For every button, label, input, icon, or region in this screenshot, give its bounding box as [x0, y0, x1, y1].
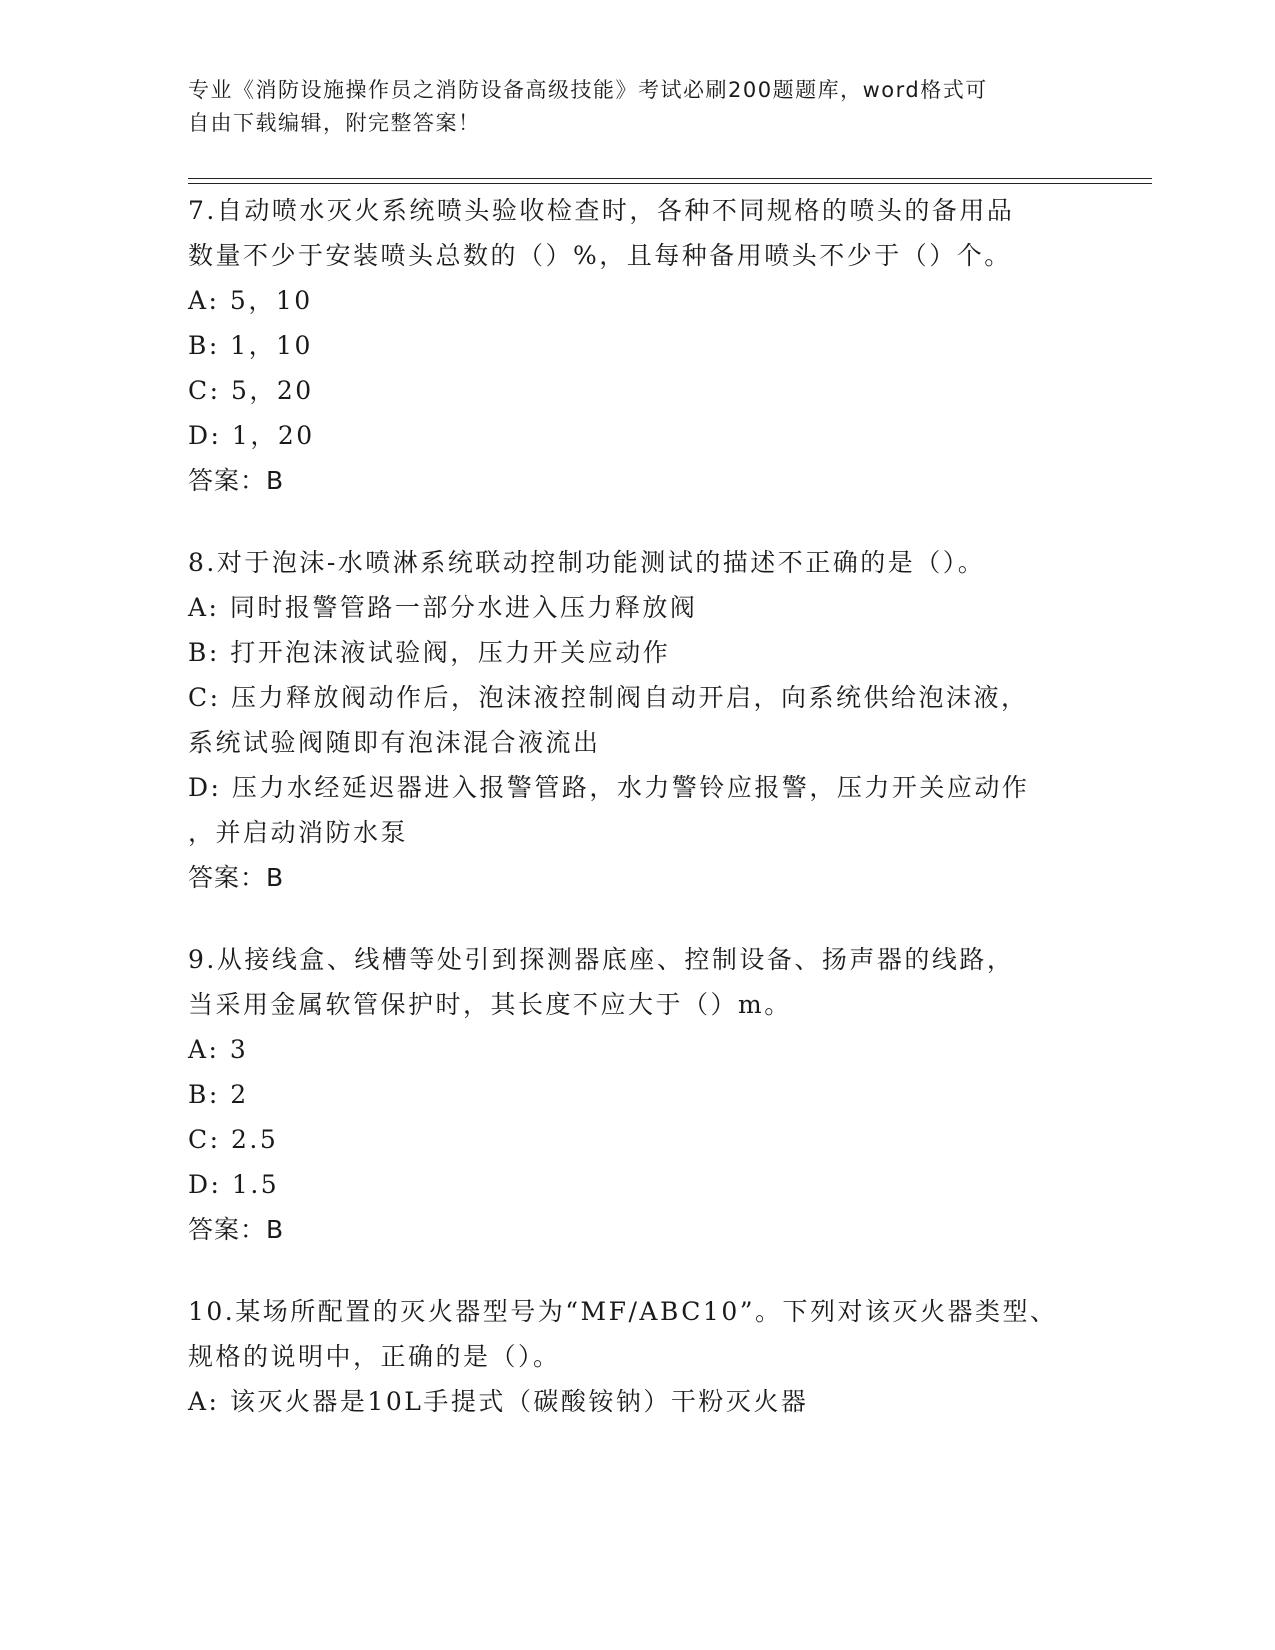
header-line-1: 专业《消防设施操作员之消防设备高级技能》考试必刷200题题库，word格式可: [188, 78, 988, 102]
question-stem: 9.从接线盒、线槽等处引到探测器底座、控制设备、扬声器的线路，: [188, 945, 1015, 974]
option-b: B: 2: [188, 1080, 249, 1109]
option-b: B: 打开泡沫液试验阀，压力开关应动作: [188, 638, 671, 667]
question-9: [188, 937, 1078, 1253]
header-divider-top: [188, 178, 1152, 179]
option-b: B: 1，10: [188, 331, 313, 360]
question-stem: 7.自动喷水灭火系统喷头验收检查时，各种不同规格的喷头的备用品: [188, 196, 1015, 225]
header-line-2: 自由下载编辑，附完整答案！: [188, 111, 481, 135]
option-a: A: 该灭火器是10L手提式（碳酸铵钠）干粉灭火器: [188, 1387, 809, 1416]
option-d: D: 1.5: [188, 1170, 280, 1199]
question-stem: 数量不少于安装喷头总数的（）%，且每种备用喷头不少于（）个。: [188, 241, 1012, 270]
question-list: [188, 188, 1078, 1460]
question-stem: 规格的说明中，正确的是（）。: [188, 1342, 561, 1371]
question-stem: 8.对于泡沫-水喷淋系统联动控制功能测试的描述不正确的是（）。: [188, 548, 986, 577]
question-stem: 10.某场所配置的灭火器型号为“MF/ABC10”。下列对该灭火器类型、: [188, 1297, 1058, 1326]
question-7: [188, 188, 1078, 504]
option-a: A: 3: [188, 1035, 249, 1064]
option-c-continued: 系统试验阀随即有泡沫混合液流出: [188, 728, 601, 757]
answer: 答案：B: [188, 466, 285, 495]
option-a: A: 5，10: [188, 286, 313, 315]
question-10: [188, 1289, 1078, 1424]
answer: 答案：B: [188, 863, 285, 892]
document-header: [188, 74, 1068, 140]
option-c: C: 5，20: [188, 376, 314, 405]
question-stem: 当采用金属软管保护时，其长度不应大于（）m。: [188, 990, 792, 1019]
header-divider-bottom: [188, 183, 1152, 184]
option-d: D: 压力水经延迟器进入报警管路，水力警铃应报警，压力开关应动作: [188, 773, 1030, 802]
option-d-continued: ，并启动消防水泵: [188, 818, 409, 847]
option-d: D: 1，20: [188, 421, 315, 450]
question-8: [188, 540, 1078, 901]
answer: 答案：B: [188, 1215, 285, 1244]
option-c: C: 压力释放阀动作后，泡沫液控制阀自动开启，向系统供给泡沫液，: [188, 683, 1029, 712]
option-a: A: 同时报警管路一部分水进入压力释放阀: [188, 593, 698, 622]
option-c: C: 2.5: [188, 1125, 279, 1154]
